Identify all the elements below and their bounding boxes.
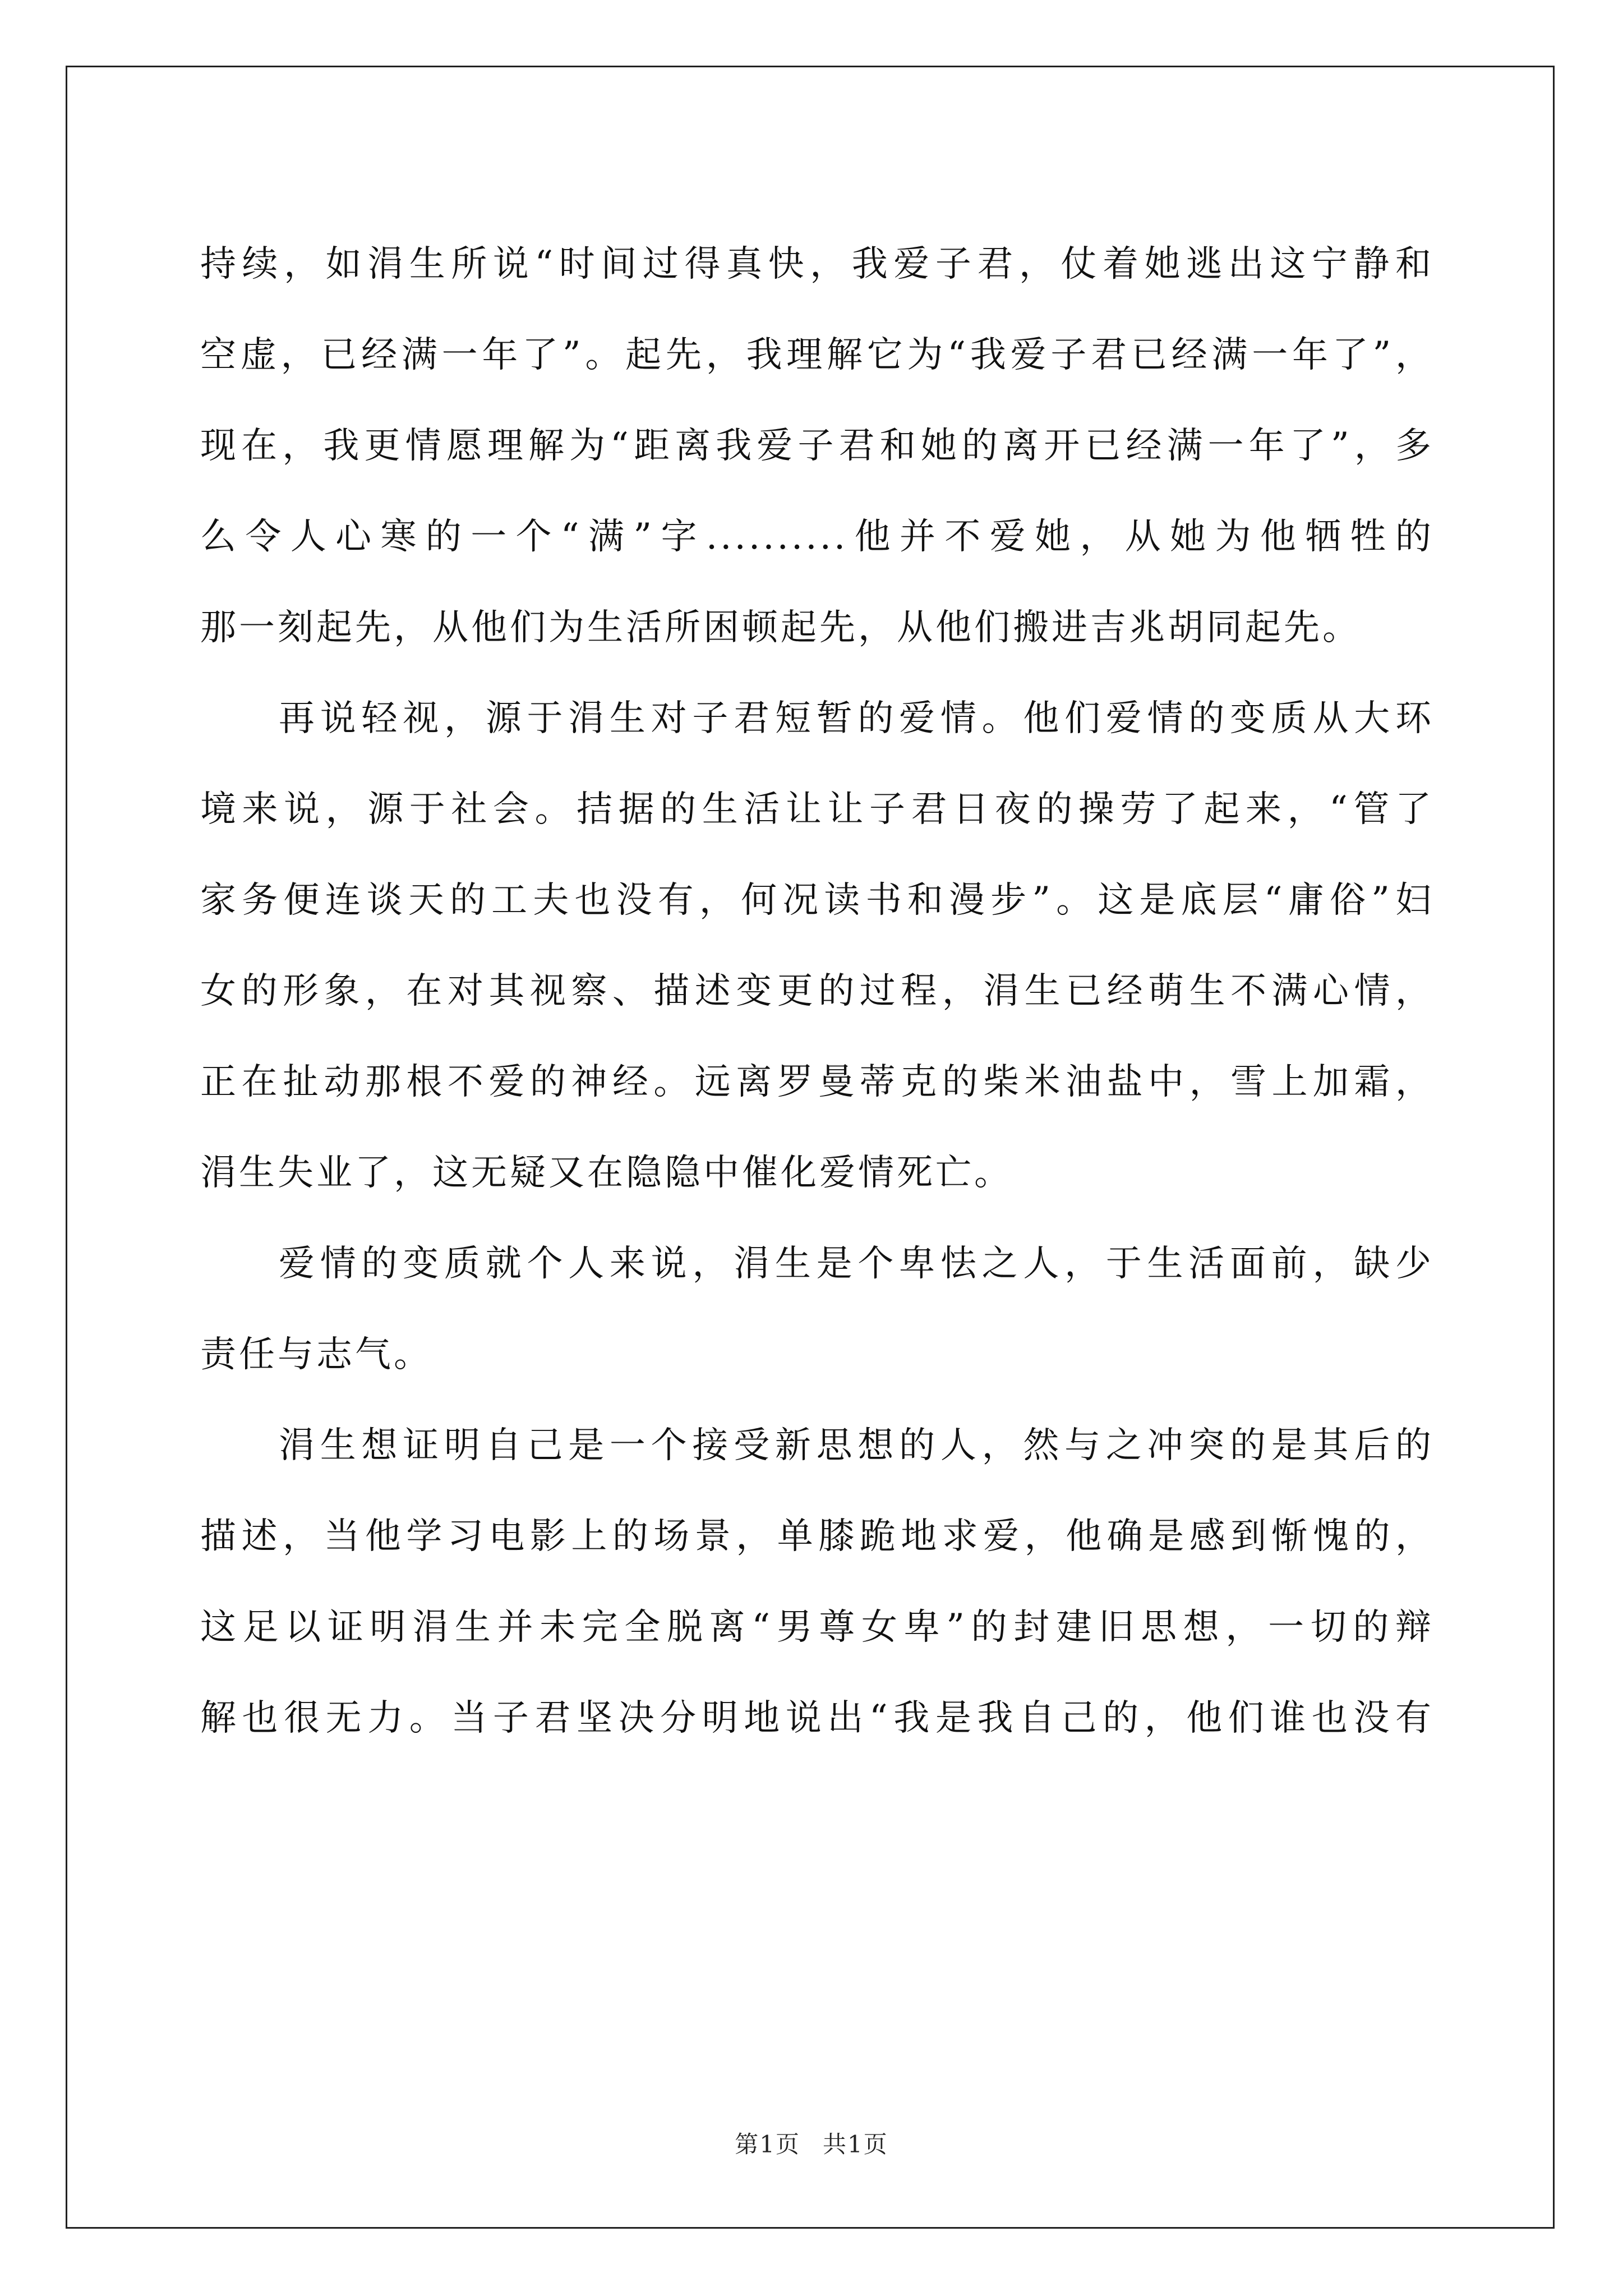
text-line: 涓生想证明自己是一个接受新思想的人，然与之冲突的是其后的 — [279, 1425, 1434, 1466]
text-line: 境来说，源于社会。拮据的生活让让子君日夜的操劳了起来，“管了 — [200, 789, 1434, 830]
text-line: 那一刻起先，从他们为生活所困顿起先，从他们搬进吉兆胡同起先。 — [200, 607, 1361, 648]
text-line: 涓生失业了，这无疑又在隐隐中催化爱情死亡。 — [200, 1152, 1013, 1194]
text-line: 责任与志气。 — [200, 1334, 432, 1375]
text-line: 爱情的变质就个人来说，涓生是个卑怯之人，于生活面前，缺少 — [279, 1243, 1434, 1285]
text-line: 持续，如涓生所说“时间过得真快，我爱子君，仗着她逃出这宁静和 — [200, 243, 1434, 285]
page-footer — [0, 2126, 1623, 2160]
page-total: 共1页 — [823, 2131, 888, 2158]
text-line: 正在扯动那根不爱的神经。远离罗曼蒂克的柴米油盐中，雪上加霜， — [200, 1061, 1434, 1103]
document-body — [200, 219, 1434, 1764]
text-line: 解也很无力。当子君坚决分明地说出“我是我自己的，他们谁也没有 — [200, 1697, 1434, 1739]
text-line: 么令人心寒的一个“满”字..........他并不爱她，从她为他牺牲的 — [200, 516, 1434, 558]
text-line: 这足以证明涓生并未完全脱离“男尊女卑”的封建旧思想，一切的辩 — [200, 1607, 1434, 1648]
page-number: 第1页 — [735, 2131, 800, 2158]
text-line: 空虚，已经满一年了”。起先，我理解它为“我爱子君已经满一年了”， — [200, 334, 1434, 376]
text-line: 现在，我更情愿理解为“距离我爱子君和她的离开已经满一年了”，多 — [200, 425, 1434, 467]
text-line: 描述，当他学习电影上的场景，单膝跪地求爱，他确是感到惭愧的， — [200, 1516, 1434, 1557]
text-line: 再说轻视，源于涓生对子君短暂的爱情。他们爱情的变质从大环 — [279, 698, 1434, 739]
text-line: 女的形象，在对其视察、描述变更的过程，涓生已经萌生不满心情， — [200, 970, 1434, 1012]
text-line: 家务便连谈天的工夫也没有，何况读书和漫步”。这是底层“庸俗”妇 — [200, 880, 1434, 921]
